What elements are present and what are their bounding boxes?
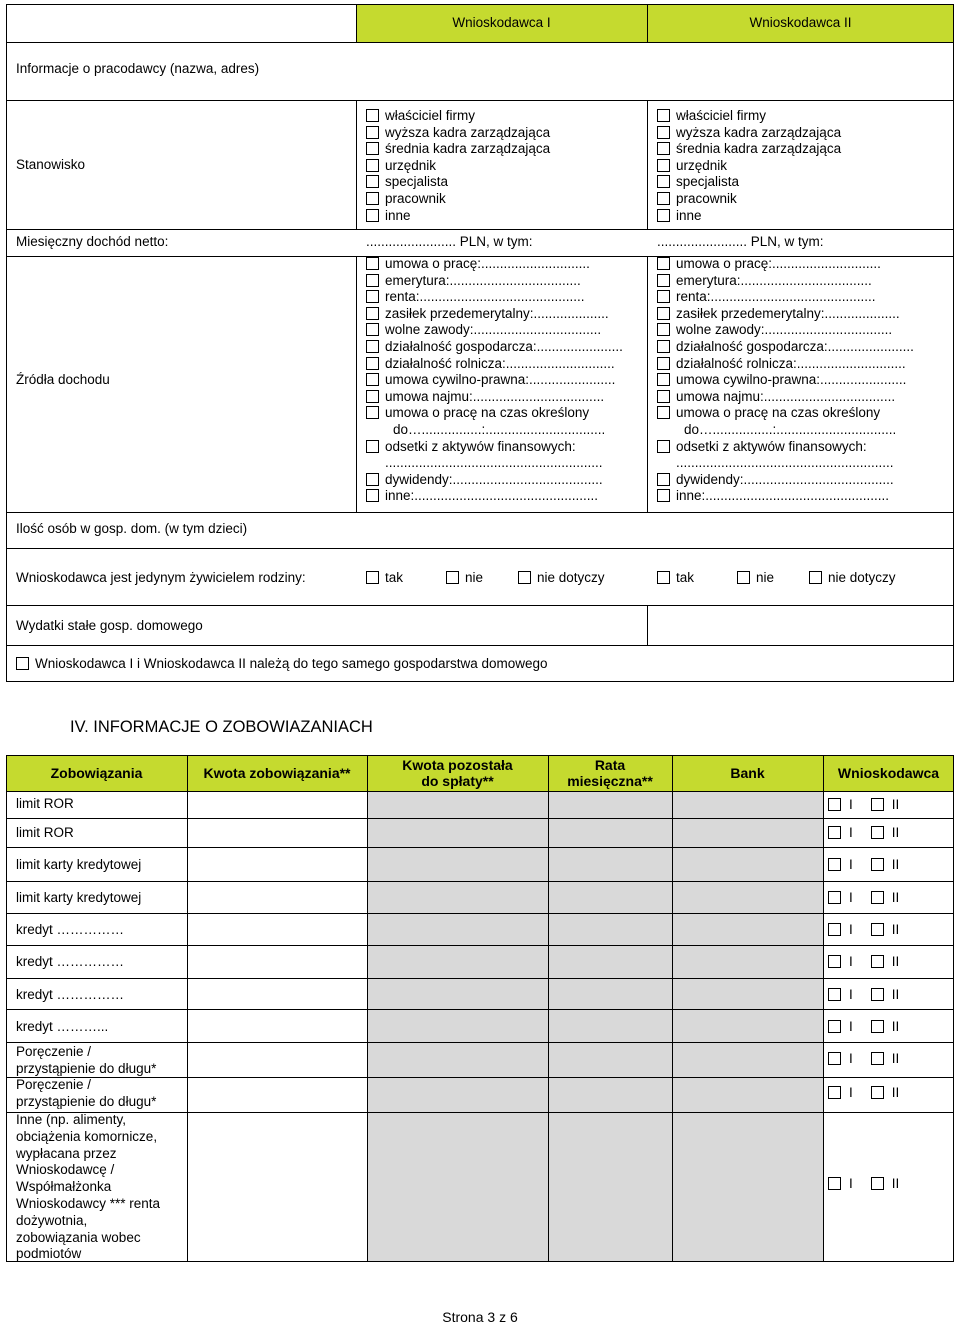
source-option: wolne zawody:.................................. (657, 322, 914, 339)
source-option: działalność gospodarcza:....................... (366, 339, 623, 356)
position-option: pracownik (657, 191, 841, 208)
sole-provider-no-2[interactable]: nie (737, 570, 774, 587)
row-label-loan: kredyt ………... (16, 1019, 109, 1034)
checkbox-applicant-2[interactable] (871, 826, 884, 839)
income-sources-applicant-2 (657, 256, 914, 505)
checkbox[interactable] (518, 571, 531, 584)
checkbox-applicant-2[interactable] (871, 1020, 884, 1033)
checkbox-applicant-1[interactable] (828, 826, 841, 839)
checkbox[interactable] (366, 357, 379, 370)
checkbox[interactable] (657, 209, 670, 222)
header-applicant-2: Wnioskodawca II (749, 15, 852, 30)
checkbox[interactable] (366, 257, 379, 270)
source-option-cont[interactable]: do…................:................................ (393, 421, 606, 437)
household-size-label: Ilość osób w gosp. dom. (w tym dzieci) (16, 521, 248, 536)
position-option: urzędnik (366, 158, 550, 175)
position-option: średnia kadra zarządzająca (366, 141, 550, 158)
row-label-credit-card: limit karty kredytowej (16, 890, 142, 905)
source-option: działalność gospodarcza:....................... (657, 339, 914, 356)
checkbox[interactable] (446, 571, 459, 584)
checkbox[interactable] (657, 406, 670, 419)
applicant-selector: I II (828, 825, 899, 840)
checkbox[interactable] (657, 571, 670, 584)
source-option: umowa o pracę na czas określony (366, 405, 623, 422)
source-option: umowa o pracę:............................. (657, 256, 914, 273)
checkbox-applicant-1[interactable] (828, 1052, 841, 1065)
source-option: umowa najmu:................................... (657, 389, 914, 406)
checkbox-applicant-1[interactable] (828, 858, 841, 871)
income-label: Miesięczny dochód netto: (16, 234, 169, 249)
checkbox[interactable] (366, 373, 379, 386)
checkbox[interactable] (366, 571, 379, 584)
checkbox-applicant-2[interactable] (871, 923, 884, 936)
checkbox-applicant-2[interactable] (871, 1052, 884, 1065)
gray-area (367, 1021, 823, 1262)
checkbox-applicant-1[interactable] (828, 1086, 841, 1099)
position-option: inne (366, 208, 550, 225)
checkbox-applicant-2[interactable] (871, 858, 884, 871)
income-sources-label: Źródła dochodu (16, 372, 110, 387)
applicant-selector: I II (828, 1019, 899, 1034)
applicant-selector: I II (828, 857, 899, 872)
source-option-cont[interactable]: .......................................................... (676, 455, 894, 471)
source-option: odsetki z aktywów finansowych: (657, 439, 914, 456)
checkbox[interactable] (366, 290, 379, 303)
position-option: wyższa kadra zarządzająca (366, 125, 550, 142)
checkbox[interactable] (657, 340, 670, 353)
sole-provider-yes-2[interactable]: tak (657, 570, 694, 587)
source-option-cont[interactable]: do…................:................................ (684, 421, 897, 437)
checkbox[interactable] (366, 323, 379, 336)
sole-provider-na-2[interactable]: nie dotyczy (809, 570, 896, 587)
source-option: emerytura:................................... (657, 273, 914, 290)
checkbox-applicant-1[interactable] (828, 923, 841, 936)
checkbox-applicant-2[interactable] (871, 1177, 884, 1190)
source-option: inne:................................................. (657, 488, 914, 505)
checkbox[interactable] (657, 357, 670, 370)
header-rate: Rata miesięczna** (567, 757, 653, 789)
checkbox-applicant-1[interactable] (828, 988, 841, 1001)
applicant-selector: I II (828, 954, 899, 969)
source-option: działalność rolnicza:............................. (366, 356, 623, 373)
income-sources-applicant-1 (366, 256, 623, 505)
checkbox[interactable] (657, 192, 670, 205)
checkbox-applicant-2[interactable] (871, 955, 884, 968)
income-value-applicant-2[interactable]: ........................ PLN, w tym: (657, 234, 824, 249)
position-options-applicant-2 (657, 108, 841, 224)
position-option: średnia kadra zarządzająca (657, 141, 841, 158)
row-label-loan: kredyt …………… (16, 987, 125, 1002)
checkbox[interactable] (366, 192, 379, 205)
source-option: umowa o pracę na czas określony (657, 405, 914, 422)
checkbox[interactable] (366, 489, 379, 502)
checkbox[interactable] (366, 159, 379, 172)
checkbox-applicant-1[interactable] (828, 891, 841, 904)
applicant-selector: I II (828, 1176, 899, 1191)
position-option: specjalista (366, 174, 550, 191)
checkbox[interactable] (16, 657, 29, 670)
checkbox-applicant-2[interactable] (871, 988, 884, 1001)
liabilities-table (6, 755, 954, 1262)
position-option: właściciel firmy (657, 108, 841, 125)
checkbox[interactable] (809, 571, 822, 584)
applicant-info-table (6, 4, 954, 682)
same-household-option[interactable]: Wnioskodawca I i Wnioskodawca II należą do tego samego gospodarstwa domowego (16, 656, 548, 673)
checkbox[interactable] (366, 406, 379, 419)
header-applicant: Wnioskodawca (837, 765, 940, 781)
checkbox[interactable] (657, 373, 670, 386)
checkbox[interactable] (737, 571, 750, 584)
checkbox[interactable] (366, 473, 379, 486)
row-label-loan: kredyt …………… (16, 922, 125, 937)
source-option: emerytura:................................... (366, 273, 623, 290)
checkbox-applicant-1[interactable] (828, 798, 841, 811)
position-options-applicant-1 (366, 108, 550, 224)
checkbox[interactable] (657, 175, 670, 188)
checkbox-applicant-2[interactable] (871, 1086, 884, 1099)
checkbox[interactable] (657, 142, 670, 155)
checkbox[interactable] (366, 109, 379, 122)
header-applicant-1: Wnioskodawca I (452, 15, 551, 30)
checkbox[interactable] (366, 274, 379, 287)
employer-label: Informacje o pracodawcy (nazwa, adres) (16, 61, 260, 76)
checkbox[interactable] (366, 307, 379, 320)
applicant-selector: I II (828, 797, 899, 812)
checkbox-applicant-1[interactable] (828, 955, 841, 968)
sole-provider-na-1[interactable]: nie dotyczy (518, 570, 605, 587)
checkbox[interactable] (657, 440, 670, 453)
position-option: specjalista (657, 174, 841, 191)
source-option: odsetki z aktywów finansowych: (366, 439, 623, 456)
checkbox[interactable] (366, 142, 379, 155)
sole-provider-yes-1[interactable]: tak (366, 570, 403, 587)
checkbox[interactable] (657, 473, 670, 486)
source-option: renta:............................................ (366, 289, 623, 306)
source-option: dywidendy:........................................ (366, 472, 623, 489)
checkbox[interactable] (366, 340, 379, 353)
header-amount: Kwota zobowiązania** (203, 765, 351, 781)
header-liabilities: Zobowiązania (50, 765, 143, 781)
checkbox[interactable] (657, 109, 670, 122)
source-option: wolne zawody:.................................. (366, 322, 623, 339)
source-option: renta:............................................ (657, 289, 914, 306)
source-option: zasiłek przedemerytalny:.................... (657, 306, 914, 323)
position-option: inne (657, 208, 841, 225)
checkbox[interactable] (657, 257, 670, 270)
row-label-guarantee: Poręczenie / przystąpienie do długu* (16, 1044, 157, 1076)
checkbox[interactable] (366, 175, 379, 188)
section-title: IV. INFORMACJE O ZOBOWIAZANIACH (70, 718, 373, 736)
header-bank: Bank (730, 765, 765, 781)
checkbox[interactable] (366, 209, 379, 222)
page-number: Strona 3 z 6 (442, 1309, 518, 1325)
applicant-selector: I II (828, 987, 899, 1002)
row-label-credit-card: limit karty kredytowej (16, 857, 142, 872)
source-option: zasiłek przedemerytalny:.................... (366, 306, 623, 323)
row-label-guarantee: Poręczenie / przystąpienie do długu* (16, 1077, 157, 1109)
checkbox[interactable] (657, 307, 670, 320)
checkbox[interactable] (657, 126, 670, 139)
header-remaining: Kwota pozostała do spłaty** (402, 757, 513, 789)
checkbox[interactable] (366, 126, 379, 139)
row-label-limit-ror: limit ROR (16, 825, 74, 840)
position-option: wyższa kadra zarządzająca (657, 125, 841, 142)
applicant-selector: I II (828, 922, 899, 937)
checkbox[interactable] (657, 159, 670, 172)
checkbox[interactable] (657, 323, 670, 336)
source-option: umowa cywilno-prawna:....................... (657, 372, 914, 389)
source-option: dywidendy:........................................ (657, 472, 914, 489)
position-option: urzędnik (657, 158, 841, 175)
checkbox-applicant-2[interactable] (871, 891, 884, 904)
applicant-selector: I II (828, 1051, 899, 1066)
gray-area (367, 791, 823, 1021)
position-option: właściciel firmy (366, 108, 550, 125)
checkbox-applicant-1[interactable] (828, 1177, 841, 1190)
source-option: umowa najmu:................................... (366, 389, 623, 406)
row-label-other: Inne (np. alimenty, obciążenia komornicze, wypłacana przez Wnioskodawcę / Współmałżonka Wnioskodawcy *** renta dożywotnia, zobowiązania wobec podmiotów (16, 1112, 161, 1262)
checkbox[interactable] (366, 440, 379, 453)
row-label-limit-ror: limit ROR (16, 796, 74, 811)
source-option: umowa cywilno-prawna:....................... (366, 372, 623, 389)
row-label-loan: kredyt …………… (16, 954, 125, 969)
position-option: pracownik (366, 191, 550, 208)
fixed-expenses-label: Wydatki stałe gosp. domowego (16, 618, 203, 633)
source-option: inne:................................................. (366, 488, 623, 505)
checkbox-applicant-1[interactable] (828, 1020, 841, 1033)
sole-provider-no-1[interactable]: nie (446, 570, 483, 587)
checkbox[interactable] (657, 390, 670, 403)
checkbox-applicant-2[interactable] (871, 798, 884, 811)
source-option: umowa o pracę:............................. (366, 256, 623, 273)
checkbox[interactable] (657, 489, 670, 502)
checkbox[interactable] (657, 274, 670, 287)
applicant-selector: I II (828, 1085, 899, 1100)
checkbox[interactable] (366, 390, 379, 403)
applicant-selector: I II (828, 890, 899, 905)
position-label: Stanowisko (16, 157, 86, 172)
source-option-cont[interactable]: .......................................................... (385, 455, 603, 471)
income-value-applicant-1[interactable]: ........................ PLN, w tym: (366, 234, 533, 249)
sole-provider-label: Wnioskodawca jest jedynym żywicielem rodziny: (16, 570, 306, 585)
checkbox[interactable] (657, 290, 670, 303)
source-option: działalność rolnicza:............................. (657, 356, 914, 373)
